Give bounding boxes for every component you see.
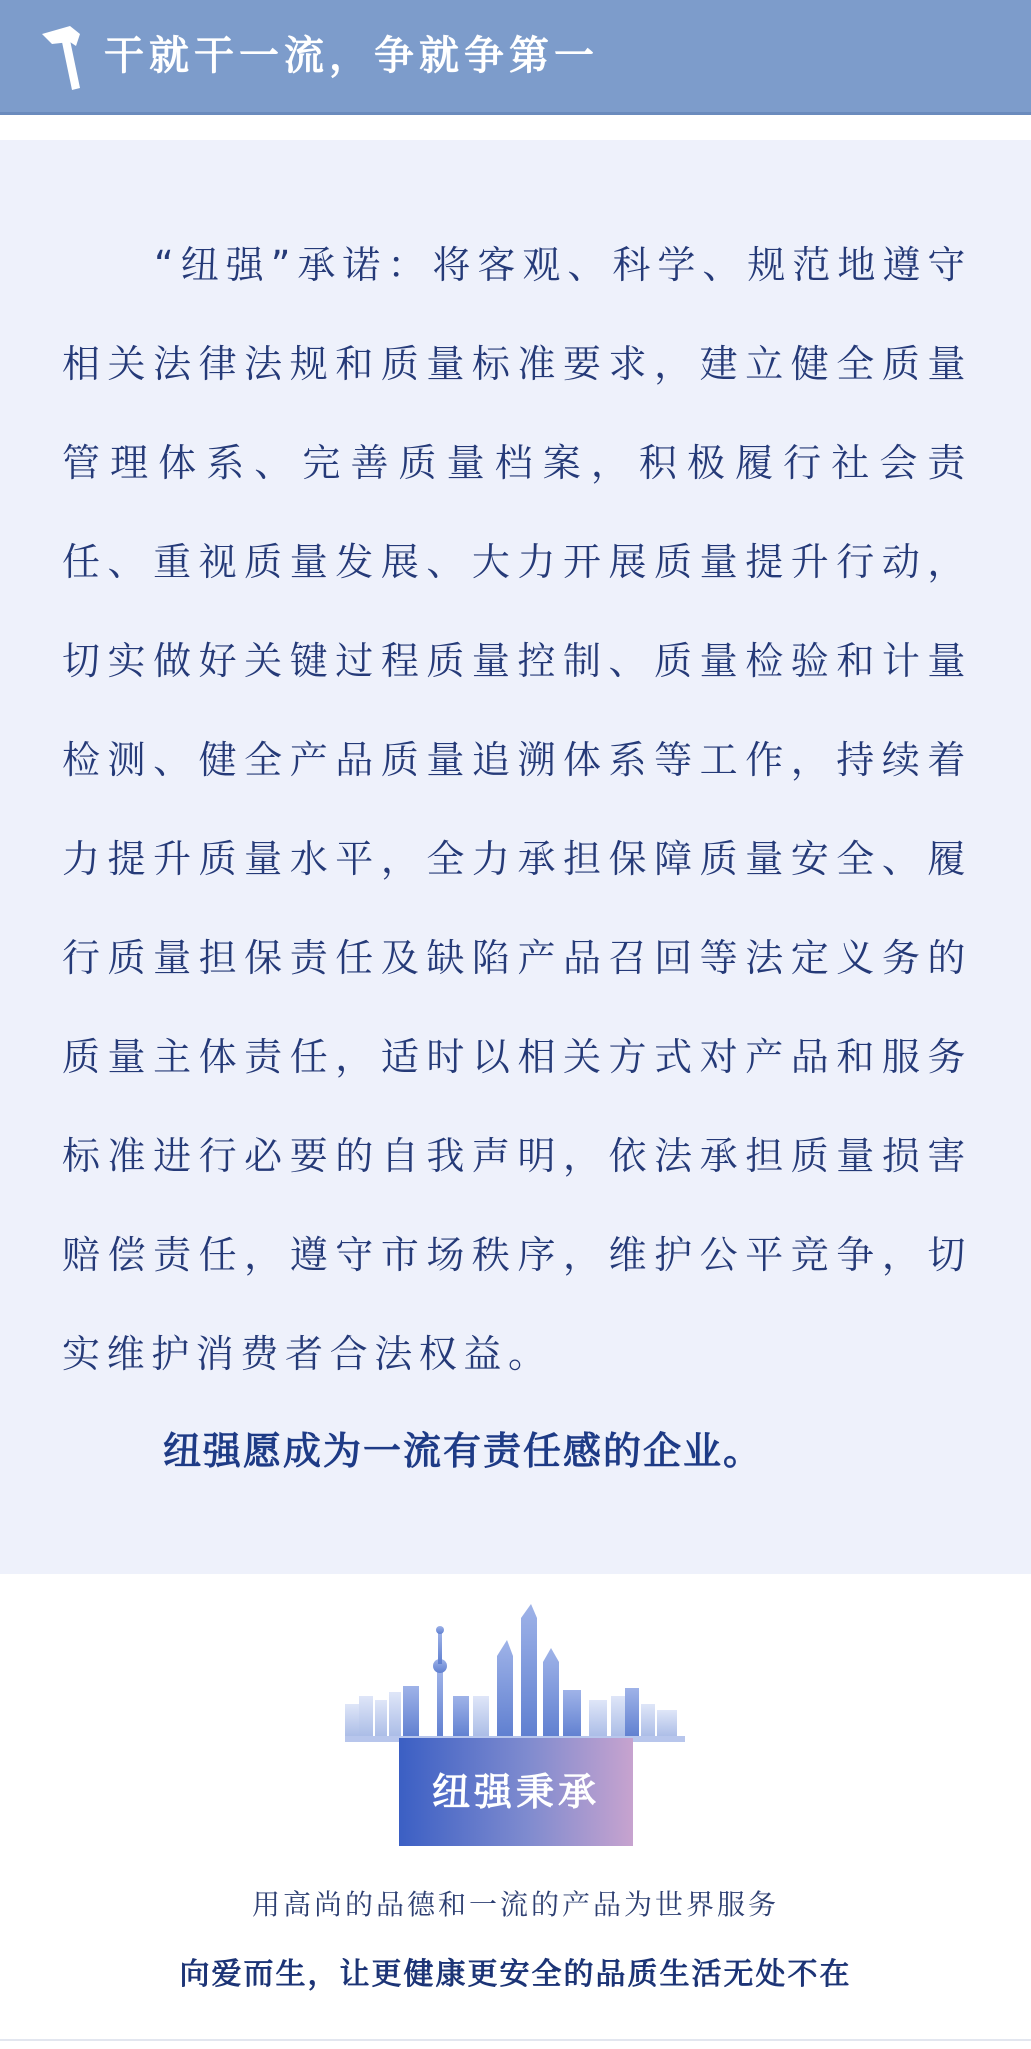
brand-label-block (399, 1738, 633, 1846)
slogan-primary: 用高尚的品德和一流的产品为世界服务 (251, 1888, 779, 1921)
closing-statement: 纽强愿成为一流有责任感的企业。 (163, 1429, 764, 1473)
commitment-text: “纽强”承诺：将客观、科学、规范地遵守相关法律法规和质量标准要求，建立健全质量管理体系、完善质量档案，积极履行社会责任、重视质量发展、大力开展质量提升行动，切实做好关键过程质量控制、质量检验和计量检测、健全产品质量追溯体系等工作，持续着力提升质量水平，全力承担保障质量安全、履行质量担保责任及缺陷产品召回等法定义务的质量主体责任，适时以相关方式对产品和服务标准进行必要的自我声明，依法承担质量损害赔偿责任，遵守市场秩序，维护公平竞争，切实维护消费者合法权益。 (62, 243, 972, 1376)
slogan-secondary: 向爱而生，让更健康更安全的品质生活无处不在 (179, 1957, 852, 1992)
hammer-icon (40, 24, 86, 92)
section-header (0, 0, 1031, 115)
city-skyline-icon (345, 1600, 685, 1742)
brand-label: 纽强秉承 (431, 1770, 600, 1814)
commitment-paragraph (62, 216, 972, 1404)
header-title: 干就干一流，争就争第一 (104, 33, 599, 79)
bottom-divider (0, 2039, 1031, 2041)
